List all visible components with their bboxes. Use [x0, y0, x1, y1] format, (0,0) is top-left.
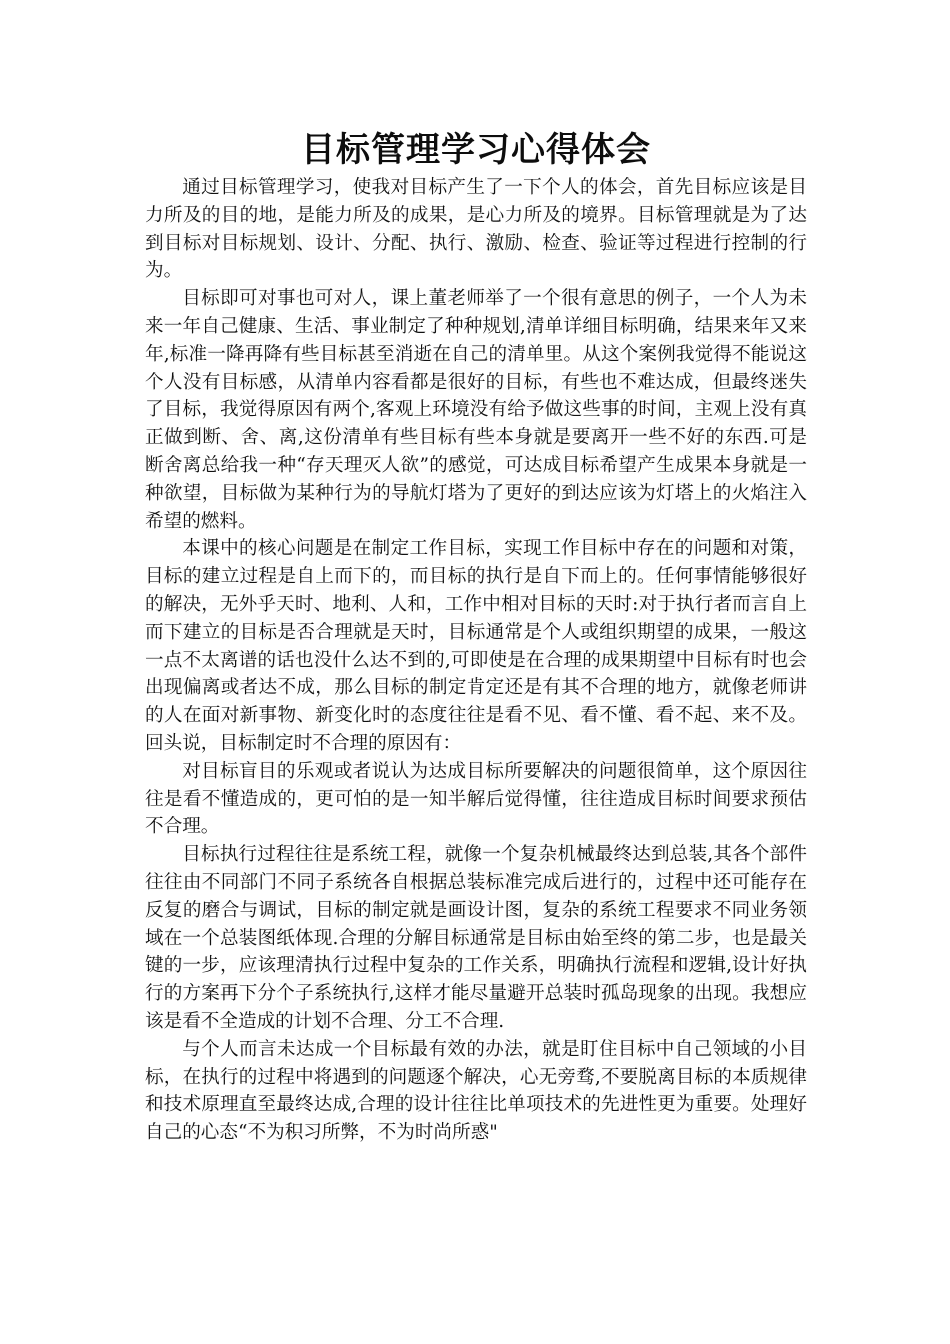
document-title: 目标管理学习心得体会 — [301, 130, 651, 170]
paragraph-3: 本课中的核心问题是在制定工作目标，实现工作目标中存在的问题和对策，目标的建立过程是自上而下的，而目标的执行是自下而上的。任何事情能够很好的解决，无外乎天时、地利、人和，工作中相对目标的天时:对于执行者而言自上而下建立的目标是否合理就是天时，目标通常是个人或组织期望的成果，一般这一点不太离谱的话也没什么达不到的,可即使是在合理的成果期望中目标有时也会出现偏离或者达不成，那么目标的制定肯定还是有其不合理的地方，就像老师讲的人在面对新事物、新变化时的态度往往是看不见、看不懂、看不起、来不及。回头说，目标制定时不合理的原因有： — [145, 538, 807, 754]
paragraph-6: 与个人而言未达成一个目标最有效的办法，就是盯住目标中自己领域的小目标，在执行的过程中将遇到的问题逐个解决，心无旁骛,不要脱离目标的本质规律和技术原理直至最终达成,合理的设计往往比单项技术的先进性更为重要。处理好自己的心态“不为积习所弊，不为时尚所惑" — [145, 1038, 807, 1144]
paragraph-4: 对目标盲目的乐观或者说认为达成目标所要解决的问题很简单，这个原因往往是看不懂造成的，更可怕的是一知半解后觉得懂，往往造成目标时间要求预估不合理。 — [145, 760, 807, 838]
paragraph-2: 目标即可对事也可对人，课上董老师举了一个很有意思的例子，一个人为未来一年自己健康、生活、事业制定了种种规划,清单详细目标明确，结果来年又来年,标准一降再降有些目标甚至消逝在自己的清单里。从这个案例我觉得不能说这个人没有目标感，从清单内容看都是很好的目标，有些也不难达成，但最终迷失了目标，我觉得原因有两个,客观上环境没有给予做这些事的时间，主观上没有真正做到断、舍、离,这份清单有些目标有些本身就是要离开一些不好的东西.可是断舍离总给我一种“存天理灭人欲”的感觉，可达成目标希望产生成果本身就是一种欲望，目标做为某种行为的导航灯塔为了更好的到达应该为灯塔上的火焰注入希望的燃料。 — [145, 288, 807, 532]
paragraph-1: 通过目标管理学习，使我对目标产生了一下个人的体会，首先目标应该是目力所及的目的地，是能力所及的成果，是心力所及的境界。目标管理就是为了达到目标对目标规划、设计、分配、执行、激励、检查、验证等过程进行控制的行为。 — [145, 177, 807, 282]
paragraph-5: 目标执行过程往往是系统工程，就像一个复杂机械最终达到总装,其各个部件往往由不同部门不同子系统各自根据总装标准完成后进行的，过程中还可能存在反复的磨合与调试，目标的制定就是画设计图，复杂的系统工程要求不同业务领域在一个总装图纸体现.合理的分解目标通常是目标由始至终的第二步，也是最关键的一步，应该理清执行过程中复杂的工作关系，明确执行流程和逻辑,设计好执行的方案再下分个子系统执行,这样才能尽量避开总装时孤岛现象的出现。我想应该是看不全造成的计划不合理、分工不合理. — [145, 844, 807, 1032]
document-body — [145, 174, 807, 1147]
